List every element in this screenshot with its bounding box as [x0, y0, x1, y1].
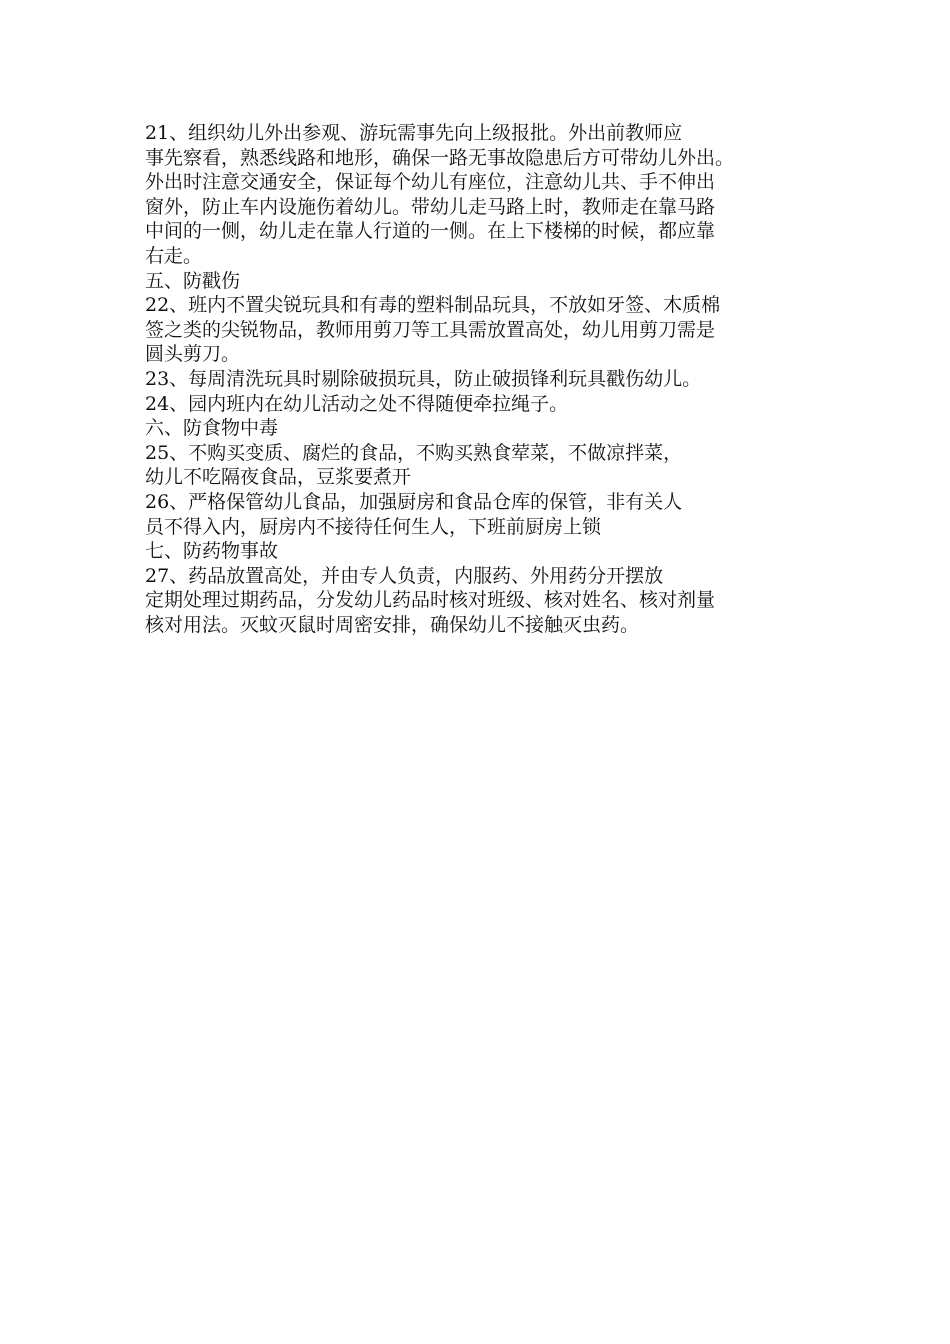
text-line: 核对用法。灭蚊灭鼠时周密安排，确保幼儿不接触灭虫药。 — [145, 613, 640, 636]
text-line: 事先察看，熟悉线路和地形，确保一路无事故隐患后方可带幼儿外出。 — [145, 146, 735, 169]
section-heading: 五、防戳伤 — [145, 269, 241, 292]
text-line: 22、班内不置尖锐玩具和有毒的塑料制品玩具，不放如牙签、木质棉 — [145, 294, 721, 317]
document-body — [145, 121, 835, 637]
text-line: 窗外，防止车内设施伤着幼儿。带幼儿走马路上时，教师走在靠马路 — [145, 195, 716, 218]
text-line: 26、严格保管幼儿食品，加强厨房和食品仓库的保管，非有关人 — [145, 490, 683, 513]
text-line: 中间的一侧，幼儿走在靠人行道的一侧。在上下楼梯的时候，都应靠 — [145, 220, 716, 243]
text-line: 右走。 — [145, 244, 203, 267]
text-line: 员不得入内，厨房内不接待任何生人，下班前厨房上锁 — [145, 515, 602, 538]
text-line: 27、药品放置高处，并由专人负责，内服药、外用药分开摆放 — [145, 564, 664, 587]
text-line: 定期处理过期药品，分发幼儿药品时核对班级、核对姓名、核对剂量 — [145, 589, 716, 612]
text-line: 24、园内班内在幼儿活动之处不得随便牵拉绳子。 — [145, 392, 569, 415]
section-heading: 七、防药物事故 — [145, 540, 279, 563]
text-line: 23、每周清洗玩具时剔除破损玩具，防止破损锋利玩具戳伤幼儿。 — [145, 367, 702, 390]
text-line: 幼儿不吃隔夜食品，豆浆要煮开 — [145, 466, 412, 489]
text-line: 外出时注意交通安全，保证每个幼儿有座位，注意幼儿共、手不伸出 — [145, 171, 716, 194]
text-line: 签之类的尖锐物品，教师用剪刀等工具需放置高处，幼儿用剪刀需是 — [145, 318, 716, 341]
text-line: 圆头剪刀。 — [145, 343, 241, 366]
text-line: 25、不购买变质、腐烂的食品，不购买熟食荤菜，不做凉拌菜， — [145, 441, 683, 464]
text-line: 21、组织幼儿外出参观、游玩需事先向上级报批。外出前教师应 — [145, 122, 683, 144]
section-heading: 六、防食物中毒 — [145, 417, 279, 440]
